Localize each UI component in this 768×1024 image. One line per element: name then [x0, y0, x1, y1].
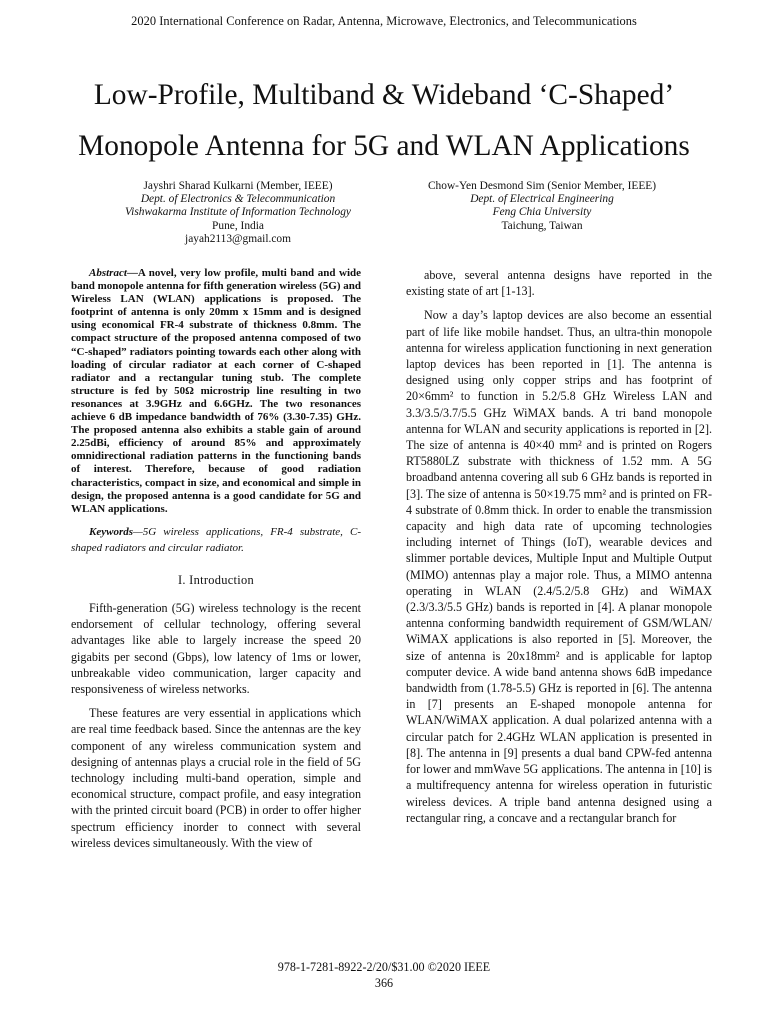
author-block-1: [88, 180, 388, 246]
conference-header: 2020 International Conference on Radar, Antenna, Microwave, Electronics, and Telecommunications: [131, 14, 637, 28]
keywords-text: —5G wireless applications, FR-4 substrate, C-shaped radiators and circular radiator.: [71, 525, 361, 554]
title-line-2: Monopole Antenna for 5G and WLAN Applications: [78, 130, 690, 162]
author-dept: Dept. of Electronics & Telecommunication: [140, 193, 336, 206]
author-name: Chow-Yen Desmond Sim (Senior Member, IEEE): [427, 180, 657, 192]
author-name: Jayshri Sharad Kulkarni (Member, IEEE): [143, 180, 333, 192]
intro-paragraph-2: These features are very essential in applications which are real time feedback based. Since the antennas are the key component of any wireless communication system and designing of antennas plays a crucial role in the field of 5G technology including multi-band operation, simple and economical structure, compact profile, and easy integration with the printed circuit board (PCB) in order to offer higher spectrum efficiency inorder to connect with several wireless devices simultaneously. With the view of: [71, 706, 361, 850]
section-heading-introduction: I. Introduction: [177, 572, 255, 587]
intro-paragraph-1: Fifth-generation (5G) wireless technology is the recent endorsement of cellular technology, offering several advantages like able to largely increase the speed 20 gigabits per second (Gbps), low latency of 1ms or lower, unbreakable video communication, larger capacity and responsiveness of wireless networks.: [71, 600, 361, 696]
right-paragraph-2: Now a day’s laptop devices are also become an essential part of life like mobile handset. Thus, an ultra-thin monopole antenna for wireless application functioning in next generation laptop devices has been reported in [1]. The antenna is designed using only copper strips and has footprint of 20×6mm² to function in 5.2/5.8 GHz Wireless LAN and 3.3/3.5/3.7/5.5 GHz WiMAX bands. A tri band monopole antenna for WLAN and security applications is reported in [2]. The size of antenna is 40×40 mm² and is printed on Rogers RT5880LZ substrate with thickness of 1.52 mm. A 5G broadband antenna covering all sub 6 GHz bands is reported in [3]. The size of antenna is 50×19.75 mm² and is printed on FR-4 substrate of 0.8mm thick. In order to enable the transmission capacity and high data rate of upcoming technologies including internet of Things (IoT), wearable devices and slimmer portable devices, Multiple Input and Multiple Output (MIMO) antennas play a major role. Thus, a MIMO antenna operating in WLAN (2.4/5.2/5.8 GHz) and WiMAX (2.3/3.3/5.5 GHz) bands is reported in [4]. A planar monopole antenna conforming bandwidth requirement of GSM/WLAN/ WiMAX applications is also reported in [5]. Moreover, the size of antenna is 20x18mm² and is applicable for laptop computer device. A wide band antenna shows 6dB impedance bandwidth from (1.78-5.5) GHz is reported in [6]. The antenna in [7] presents an E-shaped monopole antenna for WLAN/WiMAX application. A dual polarized antenna with a circular patch for 2.4GHz WLAN application is presented in [8]. The antenna in [9] presents a dual band CPW-fed antenna for lower and mmWave 5G applications. The antenna in [10] is a multifrequency antenna for wireless operation in futuristic wireless devices. A triple band antenna designed using a rectangular ring, a concave and a rectangular branch for: [406, 308, 712, 825]
author-email[interactable]: jayah2113@gmail.com: [185, 232, 291, 245]
keywords-lead: Keywords: [89, 525, 133, 538]
right-column: [406, 267, 712, 834]
keywords: [71, 524, 361, 556]
author-institution: Vishwakarma Institute of Information Technology: [125, 206, 351, 219]
author-block-2: [392, 180, 692, 233]
right-paragraph-1: above, several antenna designs have reported in the existing state of art [1-13].: [406, 268, 712, 299]
footer-isbn: 978-1-7281-8922-2/20/$31.00 ©2020 IEEE: [277, 960, 491, 974]
author-dept: Dept. of Electrical Engineering: [470, 193, 614, 206]
author-location: Taichung, Taiwan: [501, 219, 583, 232]
abstract: [71, 267, 361, 516]
title-line-1: Low-Profile, Multiband & Wideband ‘C-Shaped’: [93, 79, 675, 111]
abstract-text: —A novel, very low profile, multi band and wide band monopole antenna for fifth generation wireless (5G) and Wireless LAN (WLAN) applications is proposed. The footprint of antenna is only 20mm x 15mm and is designed using economical FR-4 substrate of thickness 0.8mm. The compact structure of the proposed antenna composed of two “C-shaped” radiators pointing towards each other along with loading of circular radiator at each corner of C-shaped radiator and a rectangular tuning stub. The complete structure is fed by 50Ω microstrip line resulting in two resonances at 3.9GHz and 6.6GHz. The two resonances achieve 6 dB impedance bandwidth of 76% (3.30-7.35) GHz. The proposed antenna also exhibits a stable gain of around 2.25dBi, efficiency of around 85% and approximately omnidirectional radiation patterns in the functioning bands of interest. Therefore, because of good radiation characteristics, compact in size, and economical and simple in design, the proposed antenna is a good candidate for 5G and WLAN applications.: [71, 267, 361, 515]
author-institution: Feng Chia University: [492, 206, 592, 219]
left-column: [71, 267, 361, 859]
page-number: 366: [374, 976, 394, 990]
paper-title: [30, 70, 738, 172]
abstract-lead: Abstract: [89, 267, 127, 279]
author-location: Pune, India: [212, 219, 264, 232]
